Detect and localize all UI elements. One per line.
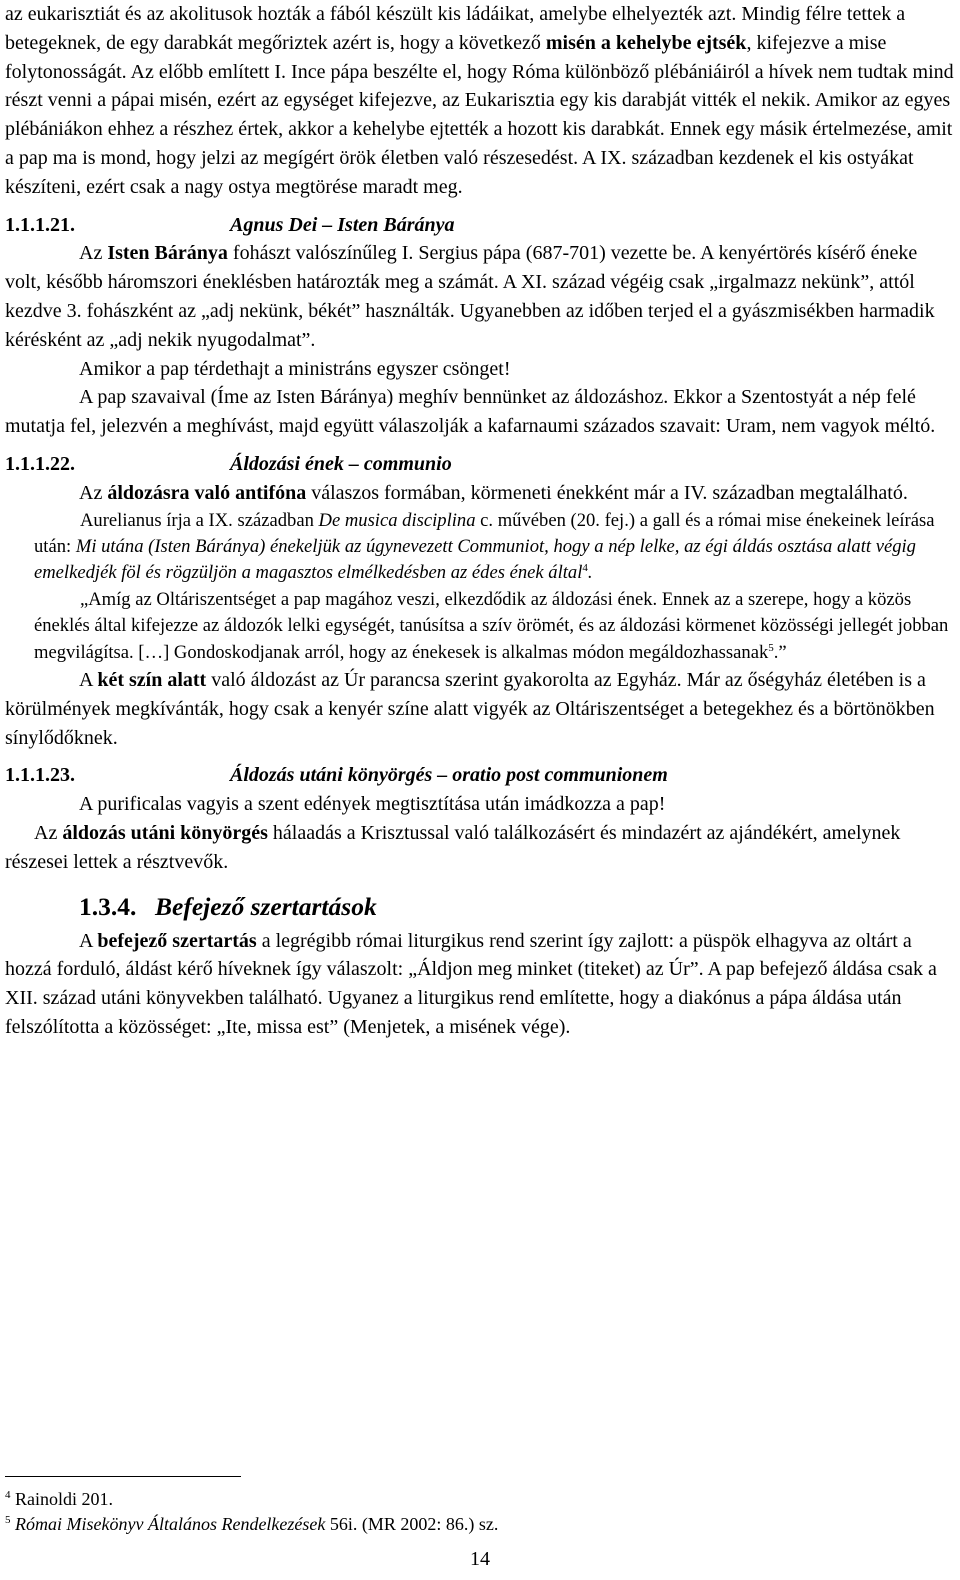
section-number: 1.1.1.23. [5, 764, 75, 787]
paragraph: A befejező szertartás a legrégibb római liturgikus rend szerint így zajlott: a püspök elhagyva az oltárt a hozzá forduló, áldást kérő híveknek így válaszolt: „Áldjon meg minket (titeket) az Úr”. A pap befejező áldása csak a XII. század utáni könyvekben található. Ugyanez a liturgikus rend említette, hogy a diakónus a pápa áldása után felszólította a közösséget: „Ite, missa est” (Menjetek, a misének vége). [5, 929, 937, 1038]
page-body [5, 0, 955, 1042]
section-heading-21 [5, 211, 955, 240]
footnote-ref[interactable]: 4 [582, 562, 588, 575]
section-title: Áldozási ének – communio [230, 452, 452, 475]
section-number: 1.1.1.21. [5, 213, 75, 236]
block-quote: Aurelianus írja a IX. században De musica disciplina c. művében (20. fej.) a gall és a római mise énekeinek leírása után: Mi utána (Isten Báránya) énekeljük az úgynevezett Communiot, hogy a nép lelke, az égi áldás osztása alatt végig emelkedjék föl és rögzüljön a magasztos elmélkedésben az édes ének által$^4$. [34, 509, 935, 584]
paragraph-intro: az eukarisztiát és az akolitusok hozták a fából készült kis ládáikat, amelybe elhelyezték azt. Mindig félre tettek a betegeknek, de egy darabkát megőriztek azért is, hogy a következő misén a kehelybe ejtsék, kifejezve a mise folytonosságát. Az előbb említett I. Ince pápa beszélte el, hogy Róma különböző plébániáiról a hívek nem tudtak mind részt venni a pápai misén, ezért az egységet kifejezve, az Eukarisztia egy kis darabját vitték el nekik. Amikor az egyes plébániákon ehhez a részhez értek, akkor a kehelybe ejtették a hozott kis darabkát. Ennek egy másik értelmezése, amit a pap ma is mond, hogy jelzi az megígért örök életben való részesedést. A IX. században kezdenek el kis ostyákat készíteni, ezért csak a nagy ostya megtörése maradt meg. [5, 3, 954, 198]
chapter-number: 1.3.4. [79, 891, 137, 921]
block-quote: „Amíg az Oltáriszentséget a pap magához veszi, elkezdődik az áldozási ének. Ennek az a szerepe, hogy a közös éneklés által kifejezze az áldozók lelki egységét, tanúsítsa a szív örömét, és az áldozási körmenet közösségi jellegét jobban megvilágítsa. […] Gondoskodjanak arról, hogy az énekesek is alkalmas módon megáldozhassanak$^5$.” [34, 588, 949, 663]
footnote-4: $^4$ Rainoldi 201. [5, 1489, 113, 1509]
chapter-title: Befejező szertartások [155, 891, 377, 921]
chapter-heading [79, 887, 955, 927]
paragraph: Az áldozásra való antifóna válaszos formában, körmeneti énekként már a IV. században megtalálható. [79, 481, 908, 504]
paragraph: A purificalas vagyis a szent edények megtisztítása után imádkozza a pap! [79, 793, 666, 816]
section-heading-23 [5, 761, 955, 790]
paragraph: Az Isten Báránya fohászt valószínűleg I. Sergius pápa (687-701) vezette be. A kenyértörés kísérő éneke volt, később háromszori éneklésben határozták meg a számát. A XI. század végéig csak „irgalmazz nekünk”, attól kezdve 3. fohászként az „adj nekünk, békét” használták. Ugyanebben az időben terjed el a gyászmisékben harmadik kérésként az „adj nekik nyugodalmat”. [5, 242, 935, 351]
bold-phrase: misén a kehelybe ejtsék [545, 31, 747, 54]
section-number: 1.1.1.22. [5, 452, 75, 475]
section-heading-22 [5, 450, 955, 479]
paragraph: A pap szavaival (Íme az Isten Báránya) meghív bennünket az áldozáshoz. Ekkor a Szentostyát a nép felé mutatja fel, jelezvén a meghívást, majd együtt válaszolják a kafarnaumi százados szavait: Uram, nem vagyok méltó. [5, 386, 936, 438]
footnotes [5, 1487, 945, 1537]
footnote-5: $^5$ Római Misekönyv Általános Rendelkezések 56i. (MR 2002: 86.) sz. [5, 1514, 499, 1534]
footnote-ref[interactable]: 5 [768, 641, 774, 654]
section-title: Áldozás utáni könyörgés – oratio post communionem [230, 764, 668, 787]
section-title: Agnus Dei – Isten Báránya [230, 213, 455, 236]
paragraph: Amikor a pap térdethajt a ministráns egyszer csönget! [79, 357, 511, 380]
page-number: 14 [470, 1548, 490, 1570]
paragraph: A két szín alatt való áldozást az Úr parancsa szerint gyakorolta az Egyház. Már az őségyház életében is a körülmények megkívánták, hogy csak a kenyér színe alatt vigyék az Oltáriszentséget a betegekhez és a börtönökben sínylődőknek. [5, 668, 935, 749]
paragraph: Az áldozás utáni könyörgés hálaadás a Krisztussal való találkozásért és mindazért az ajándékért, amelynek részesei lettek a résztvevők. [5, 821, 901, 873]
footnote-separator [5, 1476, 241, 1477]
